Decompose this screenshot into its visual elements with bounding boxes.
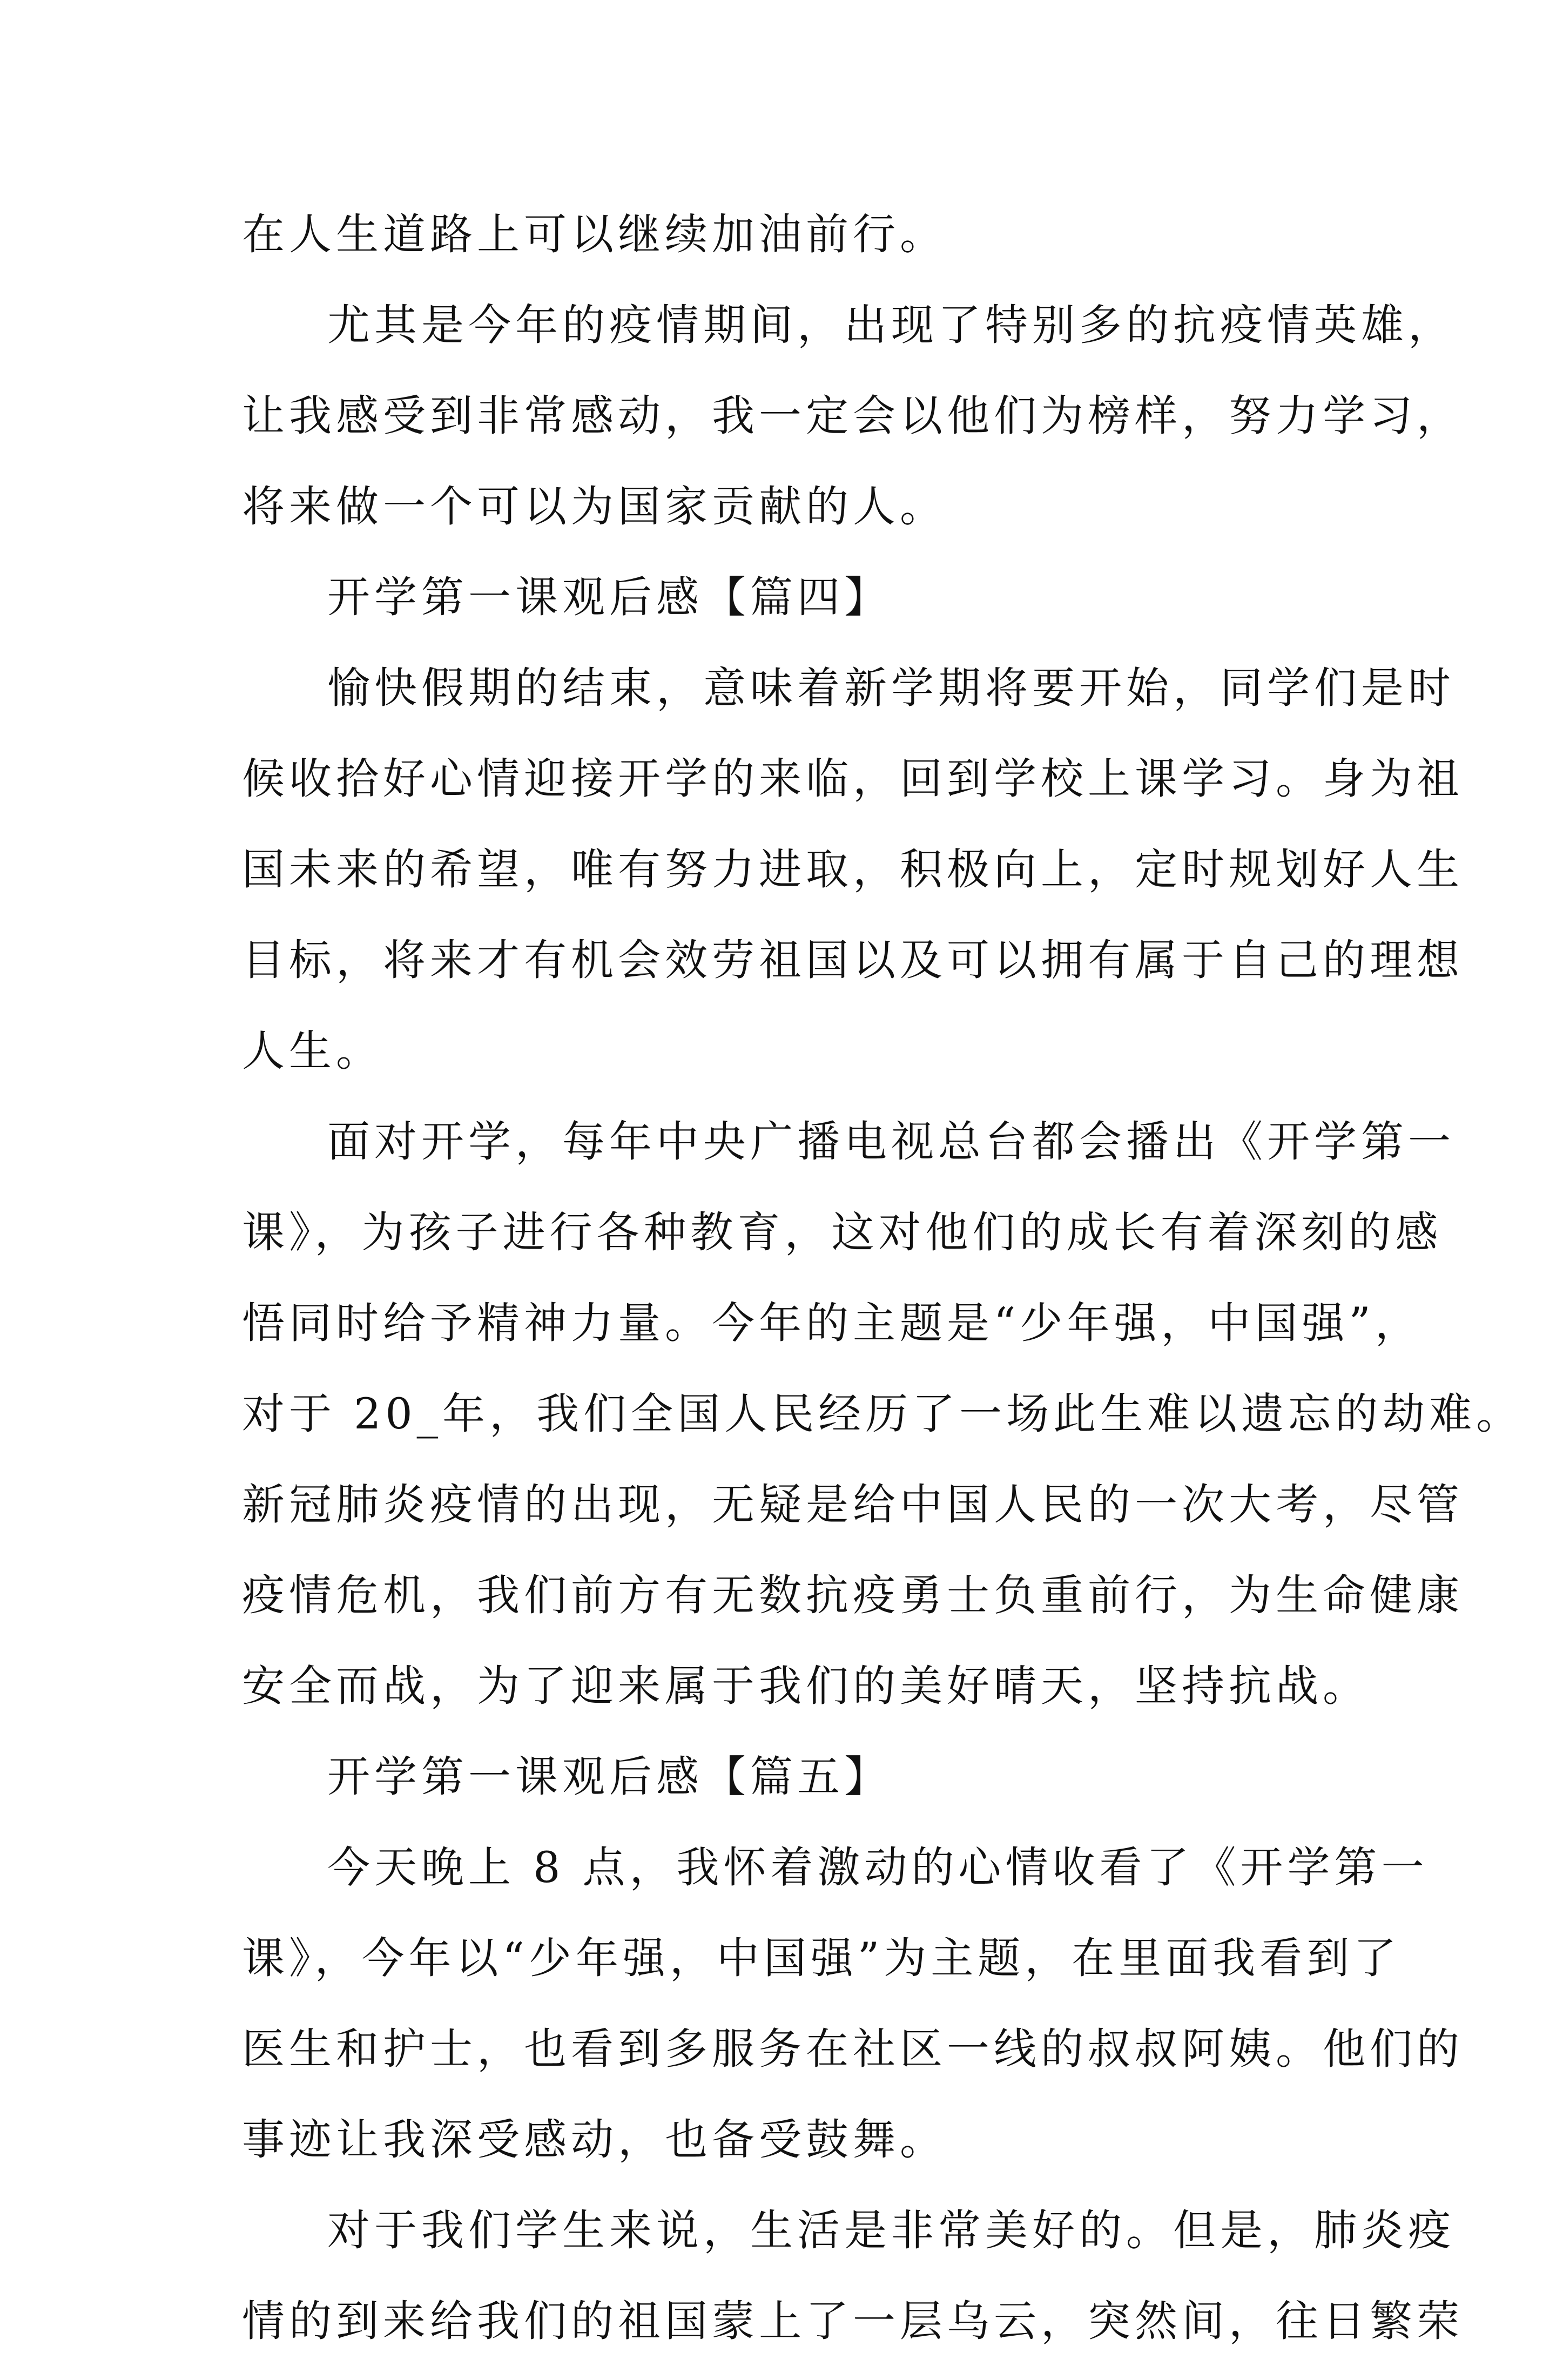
text-line: 候收拾好心情迎接开学的来临，回到学校上课学习。身为祖 bbox=[242, 754, 1464, 804]
text-line: 在人生道路上可以继续加油前行。 bbox=[242, 210, 947, 259]
text-line: 人生。 bbox=[242, 1026, 383, 1076]
text-line: 目标，将来才有机会效劳祖国以及可以拥有属于自己的理想 bbox=[242, 935, 1464, 985]
paragraph-start-line: 面对开学，每年中央广播电视总台都会播出《开学第一 bbox=[327, 1117, 1455, 1167]
section-heading-4: 开学第一课观后感【篇四】 bbox=[327, 572, 891, 622]
text-line: 疫情危机，我们前方有无数抗疫勇士负重前行，为生命健康 bbox=[242, 1570, 1464, 1620]
paragraph-start-line: 尤其是今年的疫情期间，出现了特别多的抗疫情英雄， bbox=[327, 300, 1455, 350]
section-heading-5: 开学第一课观后感【篇五】 bbox=[327, 1752, 891, 1802]
text-line: 对于 20_年，我们全国人民经历了一场此生难以遗忘的劫难。 bbox=[242, 1389, 1524, 1439]
text-line: 让我感受到非常感动，我一定会以他们为榜样，努力学习， bbox=[242, 391, 1464, 441]
paragraph-start-line: 对于我们学生来说，生活是非常美好的。但是，肺炎疫 bbox=[327, 2206, 1455, 2255]
text-line: 安全而战，为了迎来属于我们的美好晴天，坚持抗战。 bbox=[242, 1661, 1370, 1711]
text-line: 将来做一个可以为国家贡献的人。 bbox=[242, 482, 947, 531]
text-line: 国未来的希望，唯有努力进取，积极向上，定时规划好人生 bbox=[242, 845, 1464, 894]
text-line: 课》，今年以“少年强，中国强”为主题，在里面我看到了 bbox=[242, 1933, 1401, 1983]
paragraph-start-line: 今天晚上 8 点，我怀着激动的心情收看了《开学第一 bbox=[327, 1843, 1429, 1892]
text-line: 情的到来给我们的祖国蒙上了一层乌云，突然间，往日繁荣 bbox=[242, 2296, 1464, 2346]
text-line: 新冠肺炎疫情的出现，无疑是给中国人民的一次大考，尽管 bbox=[242, 1480, 1464, 1529]
text-line: 悟同时给予精神力量。今年的主题是“少年强，中国强”， bbox=[242, 1298, 1422, 1348]
document-body bbox=[242, 203, 1524, 2380]
text-line: 医生和护士，也看到多服务在社区一线的叔叔阿姨。他们的 bbox=[242, 2024, 1464, 2074]
text-line: 事迹让我深受感动，也备受鼓舞。 bbox=[242, 2115, 947, 2165]
paragraph-start-line: 愉快假期的结束，意味着新学期将要开始，同学们是时 bbox=[327, 663, 1455, 713]
text-line: 课》，为孩子进行各种教育，这对他们的成长有着深刻的感 bbox=[242, 1208, 1443, 1257]
